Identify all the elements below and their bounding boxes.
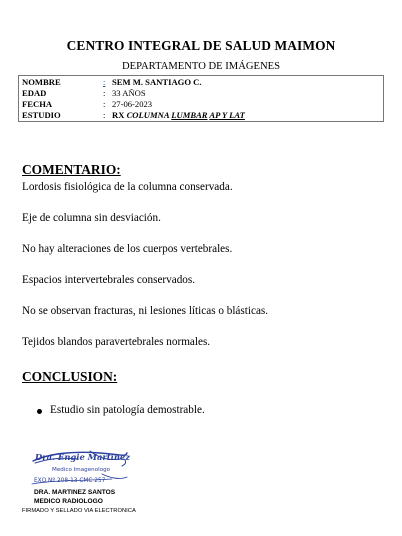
conclusion-heading: CONCLUSION: <box>22 369 118 384</box>
patient-name-value: SEM M. SANTIAGO C. <box>112 77 202 87</box>
study-colon: : <box>103 110 106 120</box>
patient-age-colon: : <box>103 88 106 98</box>
stamp-title: Medico Imagenologo <box>52 467 111 473</box>
electronic-signature-note: FIRMADO Y SELLADO VIA ELECTRONICA <box>22 508 136 514</box>
comment-line: Eje de columna sin desviación. <box>22 212 161 224</box>
comment-line: Lordosis fisiológica de la columna conservada. <box>22 181 233 193</box>
study-part-2: LUMBAR <box>171 110 208 120</box>
study-label: ESTUDIO <box>22 110 61 120</box>
signature-stamp-image <box>30 447 130 493</box>
study-part-3: AP Y LAT <box>209 110 245 120</box>
comment-line: No hay alteraciones de los cuerpos vertebrales. <box>22 243 233 255</box>
patient-info-box <box>18 75 384 122</box>
doctor-title: MEDICO RADIOLOGO <box>34 498 103 505</box>
exam-date-value: 27-06-2023 <box>112 99 153 109</box>
stamp-exequatur: EXQ Nº 208-13 CMC 257 <box>34 478 106 484</box>
conclusion-item: Estudio sin patología demostrable. <box>36 404 205 416</box>
patient-age-label: EDAD <box>22 88 47 98</box>
stamp-name: Dra. Engie Martinez <box>35 452 130 462</box>
doctor-name: DRA. MARTINEZ SANTOS <box>34 489 116 496</box>
patient-name-label: NOMBRE <box>22 77 61 87</box>
department-title: DEPARTAMENTO DE IMÁGENES <box>121 61 280 72</box>
study-prefix: RX <box>112 110 125 120</box>
comment-line: Tejidos blandos paravertebrales normales. <box>22 336 211 348</box>
exam-date-colon: : <box>103 99 106 109</box>
exam-date-label: FECHA <box>22 99 53 109</box>
patient-age-value: 33 AÑOS <box>112 88 146 98</box>
study-value <box>112 110 245 120</box>
comment-line: No se observan fracturas, ni lesiones líticas o blásticas. <box>22 305 269 317</box>
conclusion-list <box>36 404 205 416</box>
patient-name-colon: : <box>103 77 106 87</box>
study-part-1: COLUMNA <box>126 110 170 120</box>
comment-line: Espacios intervertebrales conservados. <box>22 274 196 286</box>
comment-heading: COMENTARIO: <box>22 162 121 177</box>
clinic-title: CENTRO INTEGRAL DE SALUD MAIMON <box>66 38 336 53</box>
